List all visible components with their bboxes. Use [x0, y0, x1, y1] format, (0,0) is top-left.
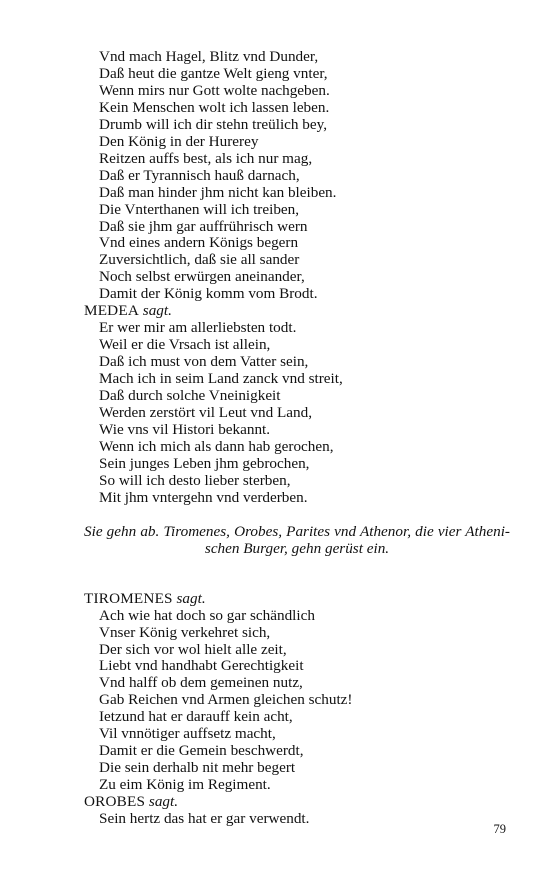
verse-line: Daß ich must von dem Vatter sein,: [99, 353, 309, 371]
verse-line: Zuversichtlich, daß sie all sander: [99, 251, 300, 269]
speaker-sagt: sagt.: [176, 589, 206, 607]
verse-line: Vnser König verkehret sich,: [99, 623, 271, 641]
verse-line: Damit er die Gemein beschwerdt,: [99, 742, 304, 760]
speaker-heading-medea: [84, 303, 514, 320]
verse-line: Reitzen auffs best, als ich nur mag,: [99, 149, 313, 167]
verse-line: Werden zerstört vil Leut vnd Land,: [99, 404, 313, 422]
play-text: [84, 49, 514, 828]
verse-line: Mit jhm vntergehn vnd verderben.: [99, 488, 308, 506]
verse-line: Zu eim König im Regiment.: [99, 776, 271, 794]
speaker-sagt: sagt.: [142, 302, 172, 320]
verse-line: Noch selbst erwürgen aneinander,: [99, 268, 305, 286]
verse-line: Daß man hinder jhm nicht kan bleiben.: [99, 183, 337, 201]
verse-line: Gab Reichen vnd Armen gleichen schutz!: [99, 691, 353, 709]
verse-line: Wenn ich mich als dann hab gerochen,: [99, 437, 334, 455]
speaker-name: TIROMENES: [84, 589, 173, 607]
verse-line: Weil er die Vrsach ist allein,: [99, 336, 271, 354]
verse-line: Vnd halff ob dem gemeinen nutz,: [99, 674, 303, 692]
verse-group-orobes: [84, 811, 514, 828]
verse-line: Daß heut die gantze Welt gieng vnter,: [99, 64, 328, 82]
speaker-heading-orobes: [84, 794, 514, 811]
verse-line: Sein hertz das hat er gar verwendt.: [99, 810, 310, 828]
speaker-name: OROBES: [84, 793, 146, 811]
verse-line: Vnd mach Hagel, Blitz vnd Dunder,: [99, 48, 319, 65]
verse-line: Ietzund hat er darauff kein acht,: [99, 708, 293, 726]
verse-line: Sein junges Leben jhm gebrochen,: [99, 454, 310, 472]
verse-line: Daß durch solche Vneinigkeit: [99, 387, 281, 405]
stage-direction-line: Sie gehn ab. Tiromenes, Orobes, Parites vnd Athenor, die vier Atheni-: [84, 522, 510, 540]
stage-direction-line: schen Burger, gehn gerüst ein.: [204, 539, 390, 557]
verse-line: Drumb will ich dir stehn treülich bey,: [99, 115, 328, 133]
verse-line: Wenn mirs nur Gott wolte nachgeben.: [99, 81, 330, 99]
verse-line: Wie vns vil Histori bekannt.: [99, 420, 271, 438]
verse-line: Kein Menschen wolt ich lassen leben.: [99, 98, 330, 116]
verse-line: So will ich desto lieber sterben,: [99, 471, 291, 489]
verse-line: Liebt vnd handhabt Gerechtigkeit: [99, 657, 304, 675]
verse-line: Der sich vor wol hielt alle zeit,: [99, 640, 287, 658]
stage-direction: [84, 524, 510, 558]
speaker-name: MEDEA: [84, 302, 139, 320]
verse-line: Damit der König komm vom Brodt.: [99, 285, 318, 303]
verse-line: Den König in der Hurerey: [99, 132, 259, 150]
verse-line: Ach wie hat doch so gar schändlich: [99, 606, 315, 624]
speaker-sagt: sagt.: [148, 793, 179, 811]
verse-line: Die Vnterthanen will ich treiben,: [99, 200, 300, 218]
verse-line: Daß er Tyrannisch hauß darnach,: [99, 166, 300, 184]
verse-line: Vnd eines andern Königs begern: [99, 234, 299, 252]
verse-line: Die sein derhalb nit mehr begert: [99, 759, 296, 777]
verse-line: Vil vnnötiger auffsetz macht,: [99, 725, 276, 743]
verse-group-medea: [84, 320, 514, 506]
speaker-heading-tiromenes: [84, 591, 514, 608]
verse-group-opening: [84, 49, 514, 303]
page-number: 79: [493, 822, 506, 836]
verse-line: Daß sie jhm gar auffrührisch wern: [99, 217, 308, 235]
verse-group-tiromenes: [84, 608, 514, 794]
verse-line: Mach ich in seim Land zanck vnd streit,: [99, 370, 343, 388]
verse-line: Er wer mir am allerliebsten todt.: [99, 319, 297, 337]
